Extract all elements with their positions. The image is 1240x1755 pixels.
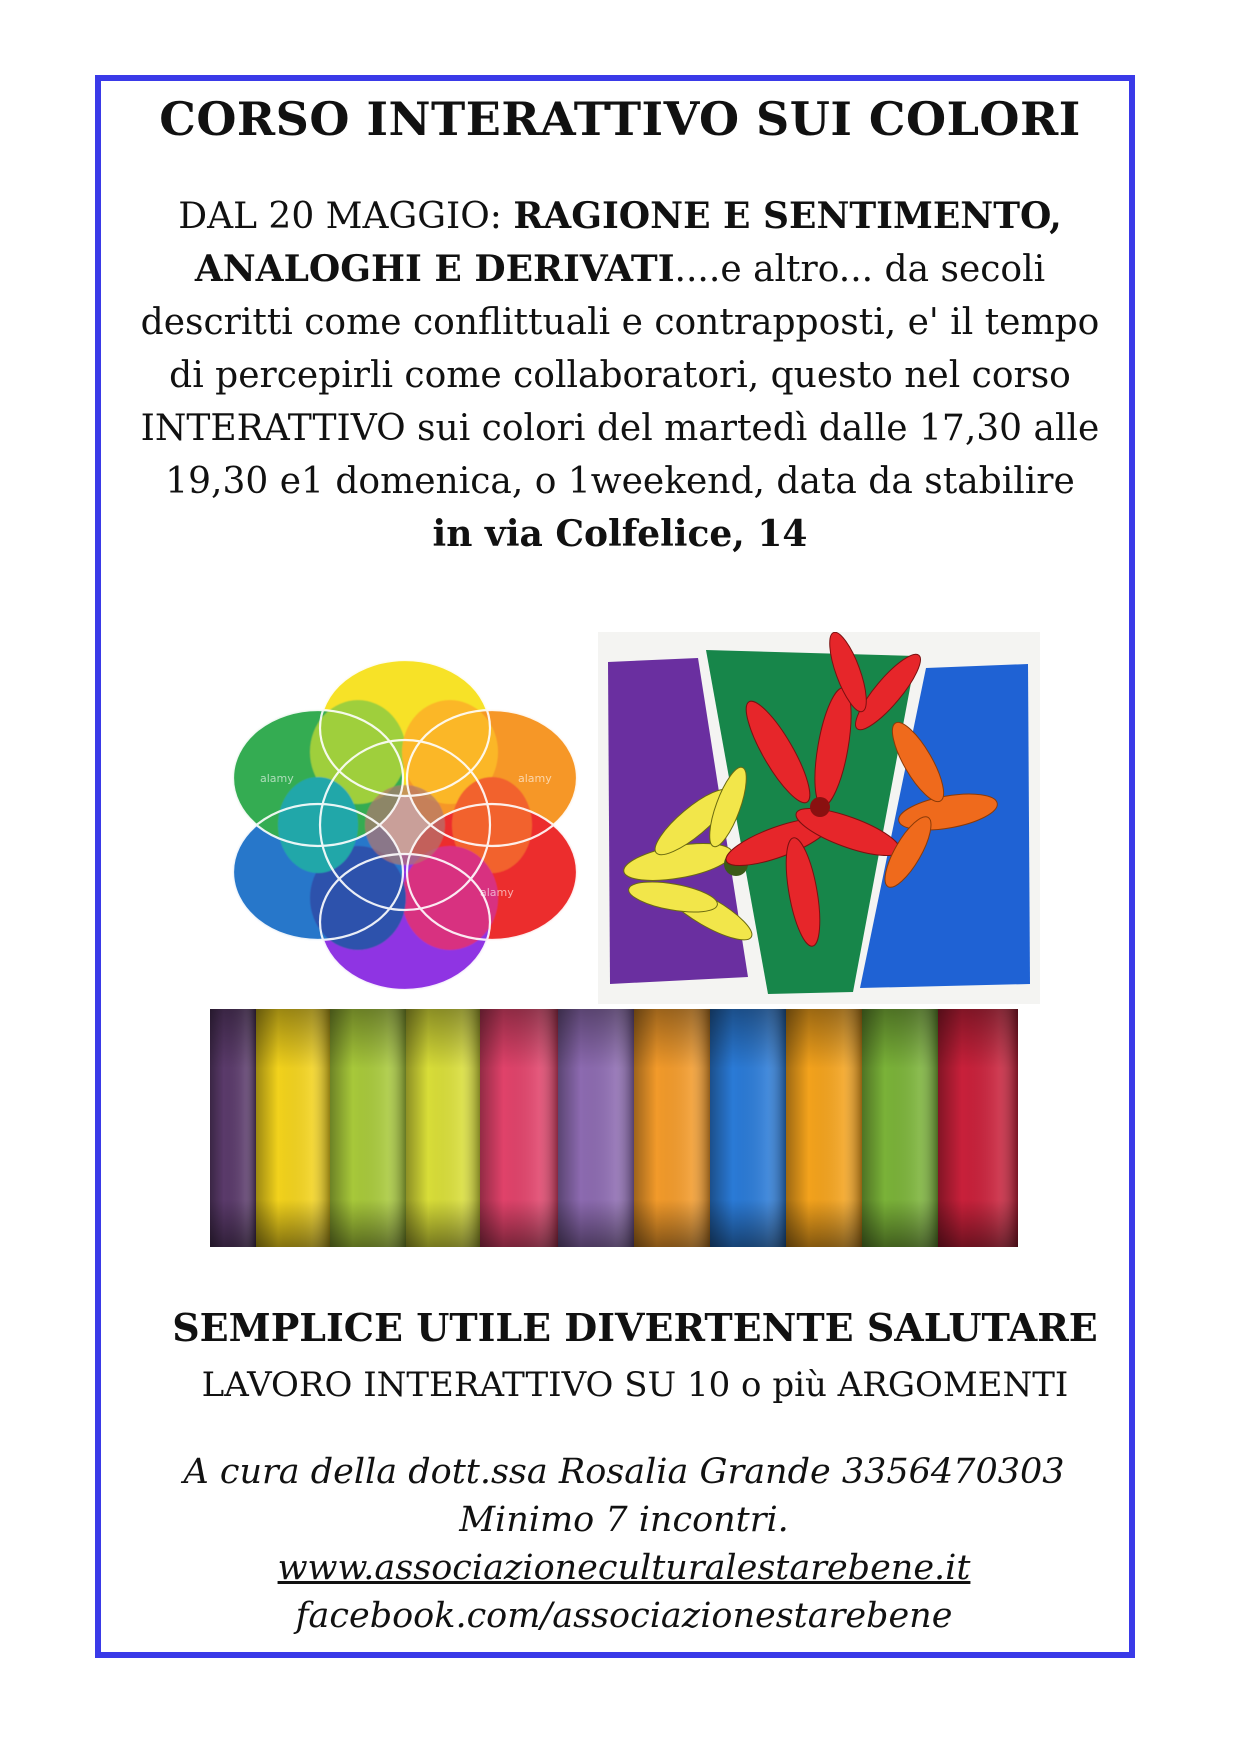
curator-line: A cura della dott.ssa Rosalia Grande 3356470303	[183, 1452, 1065, 1492]
intro-line-6: 19,30 e1 domenica, o 1weekend, data da stabilire	[165, 461, 1075, 502]
chalk-sticks-image	[210, 1009, 1018, 1247]
slogan: SEMPLICE UTILE DIVERTENTE SALUTARE	[172, 1305, 1098, 1350]
watermark-2: alamy	[518, 772, 552, 785]
intro-line-4: di percepirli come collaboratori, questo nel corso	[169, 355, 1071, 396]
page-title: CORSO INTERATTIVO SUI COLORI	[159, 92, 1081, 146]
watermark-3: alamy	[480, 886, 514, 899]
intro-line-5: INTERATTIVO sui colori del martedì dalle 17,30 alle	[140, 408, 1100, 449]
minimum-line: Minimo 7 incontri.	[459, 1500, 789, 1540]
flower-painting-image	[598, 632, 1040, 1004]
facebook-line: facebook.com/associazionestarebene	[295, 1596, 953, 1636]
address: in via Colfelice, 14	[432, 513, 808, 555]
bold-phrase-1: RAGIONE E SENTIMENTO,	[513, 195, 1062, 237]
subtitle: LAVORO INTERATTIVO SU 10 o più ARGOMENTI	[201, 1365, 1069, 1405]
bold-phrase-2: ANALOGHI E DERIVATI	[194, 248, 675, 290]
intro-text	[100, 190, 1140, 561]
color-wheel-image	[230, 660, 580, 990]
website-link[interactable]: www.associazioneculturalestarebene.it	[277, 1548, 971, 1588]
watermark-1: alamy	[260, 772, 294, 785]
line2-rest: ....e altro... da secoli	[674, 249, 1046, 290]
credits-block	[0, 1448, 1240, 1640]
intro-line-3: descritti come conflittuali e contrapposti, e' il tempo	[140, 302, 1100, 343]
date-prefix: DAL 20 MAGGIO:	[178, 196, 514, 237]
